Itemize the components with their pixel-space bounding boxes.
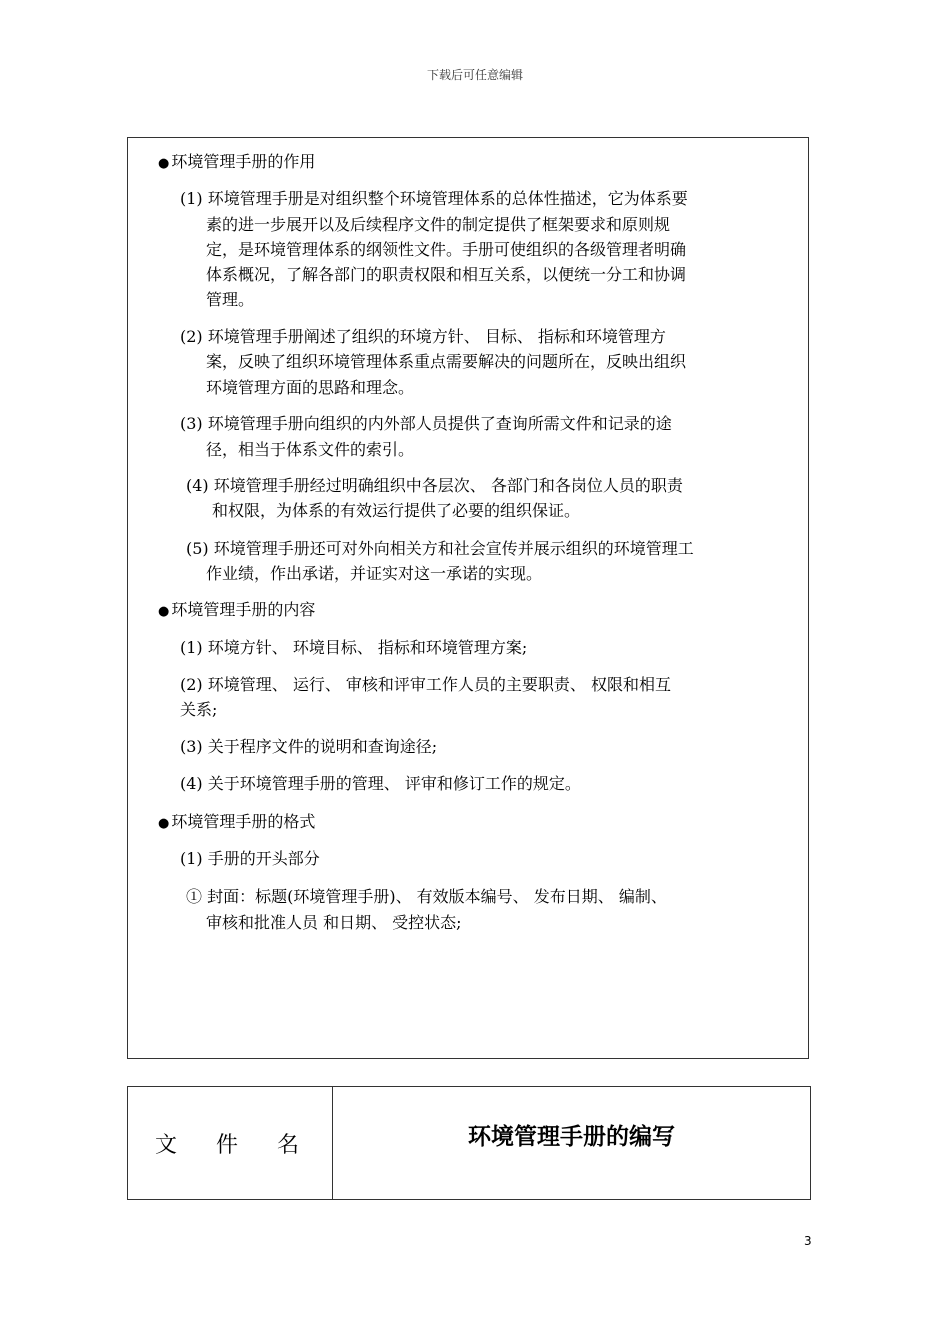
list-item-line: 关系; xyxy=(180,700,218,719)
document-title: 环境管理手册的编写 xyxy=(468,1124,675,1150)
list-item-line: (3) 环境管理手册向组织的内外部人员提供了查询所需文件和记录的途 xyxy=(180,414,672,433)
list-item-line: (1) 手册的开头部分 xyxy=(180,849,320,868)
section-heading: ● 环境管理手册的内容 xyxy=(158,600,316,619)
file-name-table xyxy=(127,1086,811,1200)
page-number: 3 xyxy=(804,1234,812,1248)
list-item-line: 径，相当于体系文件的索引。 xyxy=(206,440,415,459)
list-item-line: (1) 环境管理手册是对组织整个环境管理体系的总体性描述，它为体系要 xyxy=(180,189,688,208)
list-item-line: 素的进一步展开以及后续程序文件的制定提供了框架要求和原则规 xyxy=(206,215,671,234)
bullet-icon: ● xyxy=(158,816,170,831)
section-heading: ● 环境管理手册的作用 xyxy=(158,152,316,171)
section-heading: ● 环境管理手册的格式 xyxy=(158,812,316,831)
file-name-label: 文 件 名 xyxy=(128,1087,333,1199)
list-item-line: (1) 环境方针、 环境目标、 指标和环境管理方案; xyxy=(180,638,528,657)
bullet-icon: ● xyxy=(158,604,170,619)
list-item-line: (5) 环境管理手册还可对外向相关方和社会宣传并展示组织的环境管理工 xyxy=(186,539,694,558)
list-item-line: (4) 环境管理手册经过明确组织中各层次、 各部门和各岗位人员的职责 xyxy=(186,476,683,495)
list-item-line: 审核和批准人员 和日期、 受控状态; xyxy=(206,913,462,932)
list-item-line: 和权限，为体系的有效运行提供了必要的组织保证。 xyxy=(212,501,581,520)
list-item-line: (4) 关于环境管理手册的管理、 评审和修订工作的规定。 xyxy=(180,774,581,793)
list-item-line: 案，反映了组织环境管理体系重点需要解决的问题所在，反映出组织 xyxy=(206,352,687,371)
list-item-line: (3) 关于程序文件的说明和查询途径; xyxy=(180,737,438,756)
page-header: 下载后可任意编辑 xyxy=(426,68,523,82)
list-item-line: 作业绩，作出承诺，并证实对这一承诺的实现。 xyxy=(206,564,543,583)
list-item-line: ① 封面：标题(环境管理手册)、 有效版本编号、 发布日期、 编制、 xyxy=(186,887,667,906)
list-item-line: (2) 环境管理手册阐述了组织的环境方针、 目标、 指标和环境管理方 xyxy=(180,327,666,346)
list-item-line: 体系概况，了解各部门的职责权限和相互关系，以便统一分工和协调 xyxy=(206,265,687,284)
bullet-icon: ● xyxy=(158,156,170,171)
list-item-line: 环境管理方面的思路和理念。 xyxy=(206,378,415,397)
list-item-line: 定，是环境管理体系的纲领性文件。手册可使组织的各级管理者明确 xyxy=(206,240,687,259)
list-item-line: 管理。 xyxy=(206,290,255,309)
list-item-line: (2) 环境管理、 运行、 审核和评审工作人员的主要职责、 权限和相互 xyxy=(180,675,672,694)
